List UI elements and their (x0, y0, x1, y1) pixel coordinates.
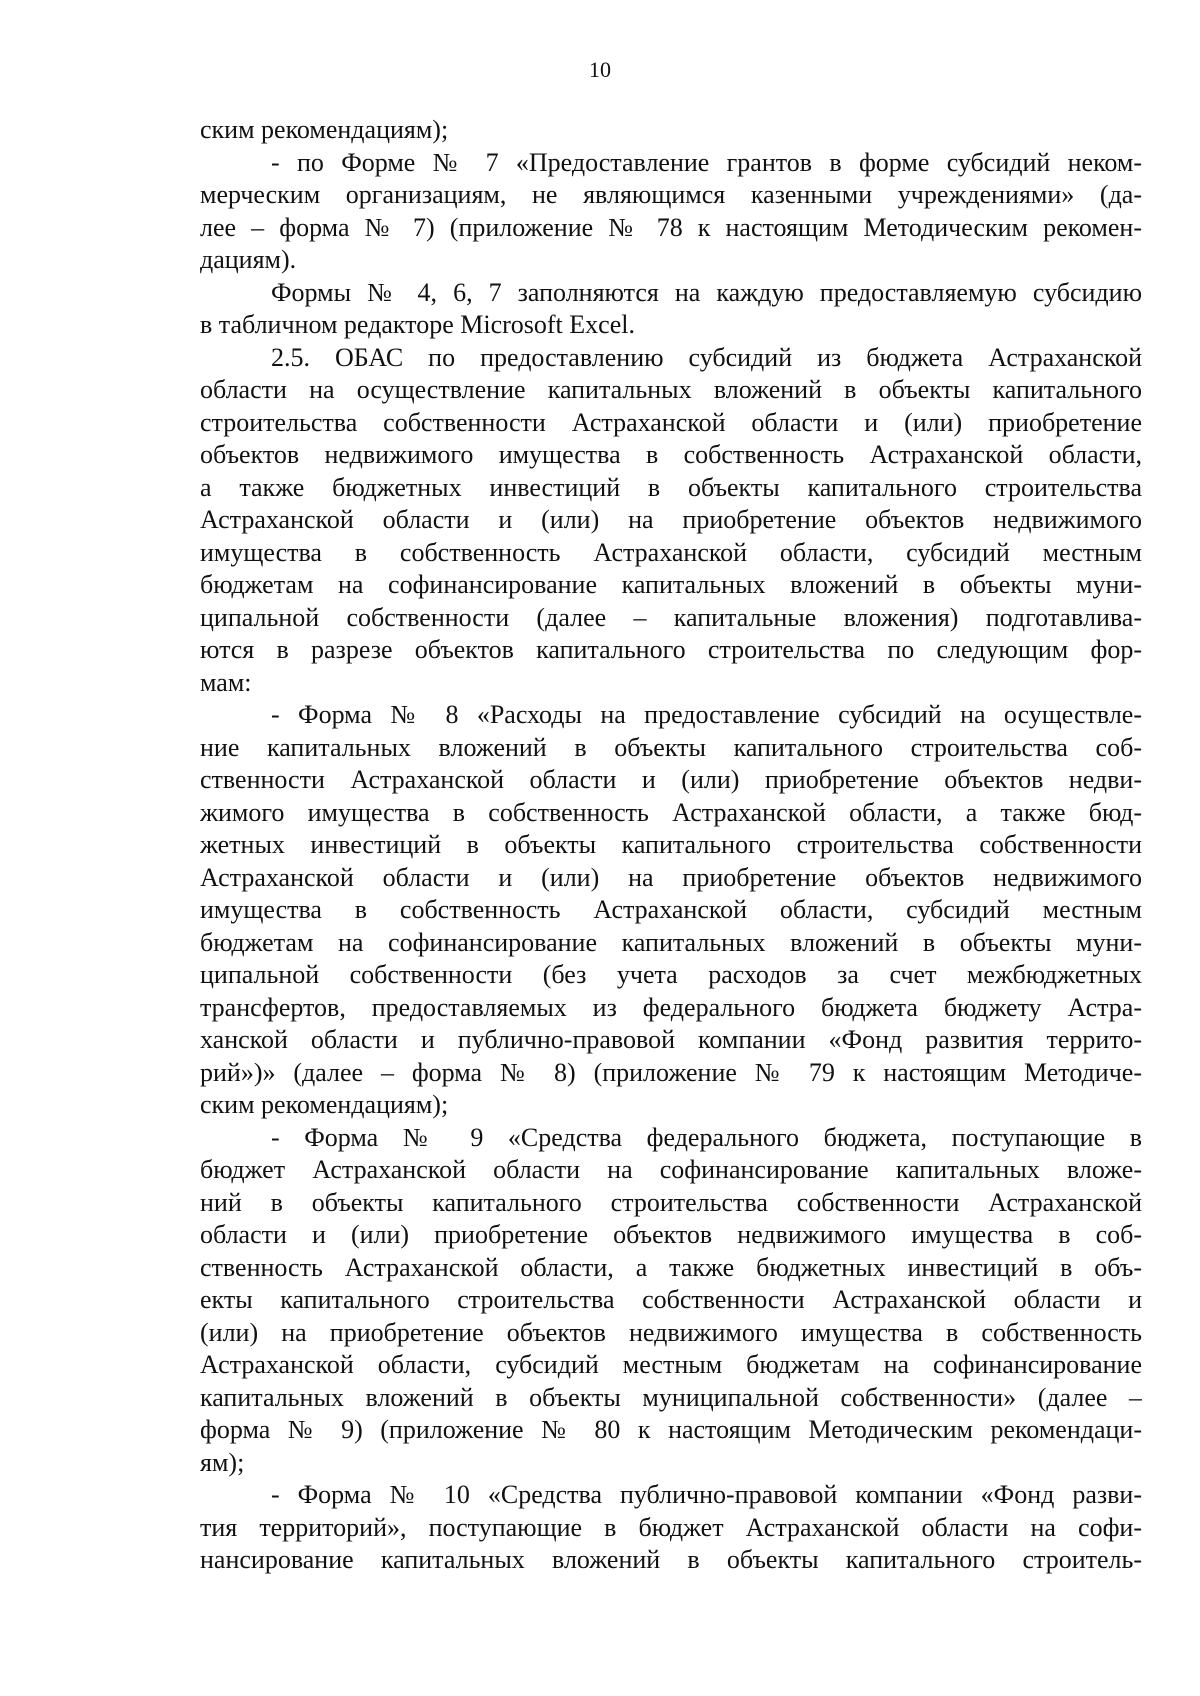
page-number: 10 (589, 57, 611, 82)
text-line: лее – форма № 7) (приложение № 78 к настоящим Методическим рекомен- (200, 212, 1142, 242)
text-line: мерческим организациям, не являющимся казенными учреждениями» (да- (200, 180, 1142, 209)
text-line: мам: (200, 667, 252, 697)
text-line: области на осуществление капитальных вложений в объекты капитального (200, 375, 1142, 404)
text-line: трансфертов, предоставляемых из федерального бюджета бюджету Астра- (200, 992, 1142, 1022)
text-line: бюджет Астраханской области на софинансирование капитальных вложе- (200, 1155, 1142, 1184)
text-line: строительства собственности Астраханской области и (или) приобретение (200, 407, 1142, 437)
text-line: бюджетам на софинансирование капитальных вложений в объекты муни- (200, 927, 1142, 957)
text-line: 2.5. ОБАС по предоставлению субсидий из бюджета Астраханской (271, 342, 1142, 372)
text-line: имущества в собственность Астраханской области, субсидий местным (200, 895, 1142, 924)
text-line: дациям). (200, 245, 297, 274)
text-line: капитальных вложений в объекты муниципальной собственности» (далее – (200, 1382, 1142, 1412)
text-line: тия территорий», поступающие в бюджет Астраханской области на софи- (200, 1512, 1142, 1542)
text-line: ям); (200, 1447, 245, 1477)
text-line: - Форма № 8 «Расходы на предоставление субсидий на осуществле- (271, 700, 1142, 729)
text-line: ний в объекты капитального строительства собственности Астраханской (200, 1187, 1142, 1217)
text-line: (или) на приобретение объектов недвижимого имущества в собственность (200, 1317, 1142, 1347)
text-line: Астраханской области, субсидий местным бюджетам на софинансирование (200, 1350, 1142, 1379)
text-line: области и (или) приобретение объектов недвижимого имущества в соб- (200, 1220, 1142, 1249)
body-text (200, 114, 1142, 1577)
text-line: - Форма № 10 «Средства публично-правовой компании «Фонд разви- (271, 1480, 1142, 1509)
text-line: ханской области и публично-правовой компании «Фонд развития террито- (200, 1025, 1142, 1054)
text-line: ским рекомендациям); (200, 1090, 449, 1119)
text-line: бюджетам на софинансирование капитальных вложений в объекты муни- (200, 570, 1142, 599)
text-line: - Форма № 9 «Средства федерального бюджета, поступающие в (271, 1122, 1142, 1152)
text-line: ственности Астраханской области и (или) приобретение объектов недви- (200, 765, 1142, 794)
text-line: Астраханской области и (или) на приобретение объектов недвижимого (200, 862, 1142, 892)
text-line: Формы № 4, 6, 7 заполняются на каждую предоставляемую субсидию (271, 277, 1142, 307)
text-line: рий»)» (далее – форма № 8) (приложение № 79 к настоящим Методиче- (200, 1057, 1142, 1087)
text-line: Астраханской области и (или) на приобретение объектов недвижимого (200, 505, 1142, 534)
text-line: ципальной собственности (без учета расходов за счет межбюджетных (200, 960, 1142, 989)
text-line: жетных инвестиций в объекты капитального строительства собственности (200, 830, 1142, 859)
text-line: ние капитальных вложений в объекты капитального строительства соб- (200, 732, 1142, 762)
text-line: имущества в собственность Астраханской области, субсидий местным (200, 537, 1142, 567)
text-line: нансирование капитальных вложений в объекты капитального строитель- (200, 1545, 1142, 1574)
text-line: а также бюджетных инвестиций в объекты капитального строительства (200, 472, 1142, 502)
text-line: ственность Астраханской области, а также бюджетных инвестиций в объ- (200, 1252, 1142, 1282)
text-line: объектов недвижимого имущества в собственность Астраханской области, (200, 440, 1142, 469)
text-line: ским рекомендациям); (200, 115, 449, 144)
text-line: екты капитального строительства собственности Астраханской области и (200, 1285, 1142, 1314)
text-line: жимого имущества в собственность Астраханской области, а также бюд- (200, 797, 1142, 827)
text-line: в табличном редакторе Microsoft Excel. (200, 310, 635, 339)
text-line: форма № 9) (приложение № 80 к настоящим Методическим рекомендаци- (200, 1415, 1142, 1444)
text-line: - по Форме № 7 «Предоставление грантов в форме субсидий неком- (271, 147, 1142, 177)
text-line: ципальной собственности (далее – капитальные вложения) подготавлива- (200, 602, 1142, 632)
text-line: ются в разрезе объектов капитального строительства по следующим фор- (200, 635, 1142, 664)
